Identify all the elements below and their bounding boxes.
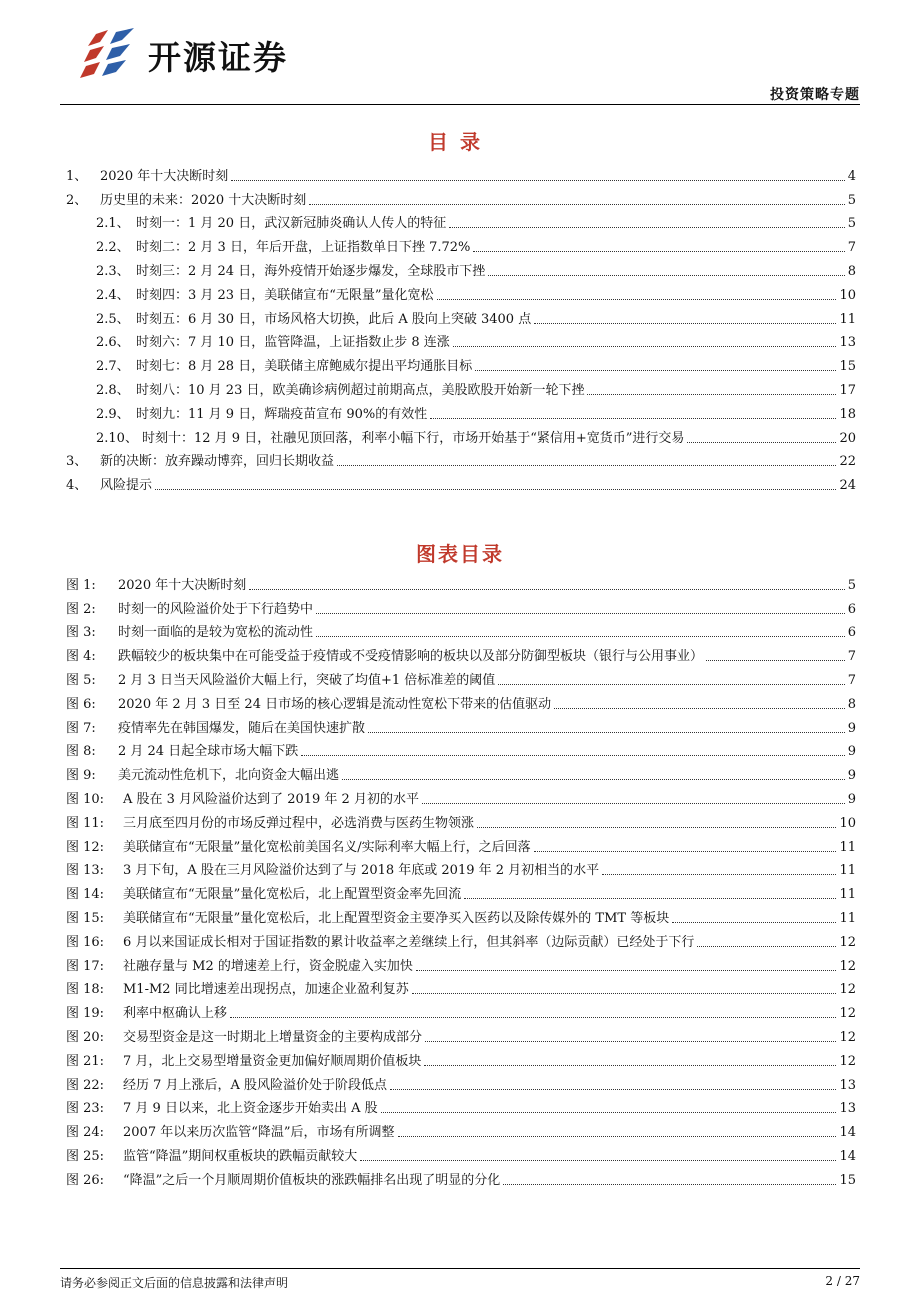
figure-entry-page: 7	[847, 649, 856, 665]
figure-entry-page: 12	[839, 1029, 856, 1045]
dot-leader	[337, 465, 836, 466]
figure-entry-page: 9	[847, 791, 856, 807]
figure-entry[interactable]	[66, 784, 856, 808]
figure-entry-page: 9	[847, 744, 856, 760]
toc-entry[interactable]	[66, 328, 856, 352]
toc-entry-title: 时刻八：10 月 23 日，欧美确诊病例超过前期高点，美股欧股开始新一轮下挫	[136, 382, 585, 398]
toc-entry-num: 2.5、	[96, 311, 130, 327]
figure-entry-num: 图 2:	[66, 601, 96, 617]
dot-leader	[464, 898, 836, 899]
toc-entry[interactable]	[66, 256, 856, 280]
figure-entry-page: 12	[839, 1006, 856, 1022]
figure-entry[interactable]	[66, 1165, 856, 1189]
figure-entry-title: 美联储宣布“无限量”量化宽松前美国名义/实际利率大幅上行，之后回落	[123, 839, 531, 855]
brand-logo-icon	[78, 28, 142, 84]
figure-list	[66, 570, 856, 1189]
toc-entry-page: 15	[839, 359, 856, 375]
dot-leader	[249, 589, 845, 590]
figure-entry-title: 时刻一面临的是较为宽松的流动性	[118, 625, 314, 641]
figure-entry-page: 6	[847, 625, 856, 641]
toc-entry[interactable]	[66, 280, 856, 304]
figure-entry-page: 11	[839, 863, 856, 879]
header-divider	[60, 104, 860, 105]
figure-entry-title: 2020 年十大决断时刻	[118, 577, 247, 593]
figure-entry-page: 12	[839, 934, 856, 950]
toc-entry-title: 时刻六：7 月 10 日，监管降温，上证指数止步 8 连涨	[136, 335, 450, 351]
figure-entry-title: 6 月以来国证成长相对于国证指数的累计收益率之差继续上行，但其斜率（边际贡献）已经处于下行	[123, 934, 695, 950]
toc-entry-num: 3、	[66, 454, 88, 470]
figure-entry-title: M1-M2 同比增速差出现拐点，加速企业盈利复苏	[123, 982, 409, 998]
dot-leader	[422, 803, 845, 804]
figure-entry-page: 14	[839, 1125, 856, 1141]
toc-entry-num: 4、	[66, 478, 88, 494]
figure-entry-title: 美元流动性危机下，北向资金大幅出逃	[118, 768, 340, 784]
dot-leader	[687, 442, 836, 443]
toc-entry-title: 时刻一：1 月 20 日，武汉新冠肺炎确认人传人的特征	[136, 216, 447, 232]
figure-entry[interactable]	[66, 570, 856, 594]
dot-leader	[587, 394, 836, 395]
figure-entry-num: 图 18:	[66, 982, 105, 998]
figure-entry[interactable]	[66, 1094, 856, 1118]
toc-entry-title: 时刻九：11 月 9 日，辉瑞疫苗宣布 90%的有效性	[136, 406, 428, 422]
dot-leader	[342, 779, 845, 780]
dot-leader	[416, 970, 837, 971]
figure-entry[interactable]	[66, 1141, 856, 1165]
toc-entry-page: 13	[839, 335, 856, 351]
toc-entry[interactable]	[66, 423, 856, 447]
figure-entry-page: 10	[839, 815, 856, 831]
footer-divider	[60, 1268, 860, 1269]
dot-leader	[368, 732, 845, 733]
figure-entry-title: 跌幅较少的板块集中在可能受益于疫情或不受疫情影响的板块以及部分防御型板块（银行与公用事业）	[118, 649, 704, 665]
dot-leader	[706, 660, 845, 661]
figure-entry-num: 图 21:	[66, 1053, 105, 1069]
toc-entry[interactable]	[66, 399, 856, 423]
toc-entry[interactable]	[66, 185, 856, 209]
toc-entry-page: 5	[847, 192, 856, 208]
toc-entry-num: 2.2、	[96, 240, 130, 256]
dot-leader	[155, 489, 836, 490]
dot-leader	[390, 1089, 836, 1090]
figure-entry-page: 11	[839, 887, 856, 903]
toc-entry-page: 4	[847, 168, 856, 184]
figure-entry-title: 时刻一的风险溢价处于下行趋势中	[118, 601, 314, 617]
figure-entry[interactable]	[66, 1046, 856, 1070]
figure-entry[interactable]	[66, 927, 856, 951]
dot-leader	[316, 613, 845, 614]
dot-leader	[316, 636, 845, 637]
toc-title: 目录	[428, 130, 492, 154]
figure-entry[interactable]	[66, 665, 856, 689]
toc-entry-title: 时刻七：8 月 28 日，美联储主席鲍威尔提出平均通胀目标	[136, 359, 473, 375]
dot-leader	[554, 708, 845, 709]
toc-entry-page: 24	[839, 478, 856, 494]
figure-entry-num: 图 25:	[66, 1148, 105, 1164]
figure-entry-title: 美联储宣布“无限量”量化宽松后，北上配置型资金主要净买入医药以及除传媒外的 TMT 等板块	[123, 910, 670, 926]
figure-entry-page: 13	[839, 1077, 856, 1093]
figure-entry-num: 图 10:	[66, 791, 105, 807]
toc-entry-page: 5	[847, 216, 856, 232]
figure-entry-title: 7 月 9 日以来，北上资金逐步开始卖出 A 股	[123, 1101, 378, 1117]
figure-entry-num: 图 26:	[66, 1172, 105, 1188]
dot-leader	[475, 370, 836, 371]
figure-entry-num: 图 16:	[66, 934, 105, 950]
toc-entry-page: 20	[839, 430, 856, 446]
toc-entry-page: 11	[839, 311, 856, 327]
dot-leader	[488, 275, 845, 276]
dot-leader	[503, 1184, 836, 1185]
toc-entry-page: 8	[847, 263, 856, 279]
toc-entry-title: 时刻四：3 月 23 日，美联储宣布“无限量”量化宽松	[136, 287, 434, 303]
figure-entry[interactable]	[66, 1117, 856, 1141]
figure-entry-page: 15	[839, 1172, 856, 1188]
figure-entry[interactable]	[66, 713, 856, 737]
figure-entry[interactable]	[66, 689, 856, 713]
figure-entry-title: 疫情率先在韩国爆发，随后在美国快速扩散	[118, 720, 366, 736]
figure-entry[interactable]	[66, 879, 856, 903]
brand-name: 开源证券	[148, 38, 288, 77]
dot-leader	[602, 874, 836, 875]
toc-entry-page: 22	[839, 454, 856, 470]
dot-leader	[534, 323, 836, 324]
toc-entry-title: 新的决断：放弃躁动博弈，回归长期收益	[100, 454, 335, 470]
toc-entry-page: 17	[839, 382, 856, 398]
toc-entry-num: 2.7、	[96, 359, 130, 375]
toc-entry-page: 7	[847, 240, 856, 256]
toc-entry[interactable]	[66, 375, 856, 399]
figure-entry-num: 图 22:	[66, 1077, 105, 1093]
figure-entry[interactable]	[66, 856, 856, 880]
toc-entry-num: 2.3、	[96, 263, 130, 279]
dot-leader	[231, 180, 845, 181]
figure-entry[interactable]	[66, 594, 856, 618]
toc-entry-title: 时刻五：6 月 30 日，市场风格大切换，此后 A 股向上突破 3400 点	[136, 311, 532, 327]
figure-entry-title: 2007 年以来历次监管“降温”后，市场有所调整	[123, 1125, 395, 1141]
figure-entry[interactable]	[66, 1022, 856, 1046]
dot-leader	[477, 827, 836, 828]
figure-entry[interactable]	[66, 998, 856, 1022]
toc-entry-num: 2.1、	[96, 216, 130, 232]
dot-leader	[672, 922, 836, 923]
figure-entry[interactable]	[66, 975, 856, 999]
figure-entry-title: 经历 7 月上涨后，A 股风险溢价处于阶段低点	[123, 1077, 388, 1093]
toc-entry-num: 2.10、	[96, 430, 138, 446]
page-header	[0, 0, 920, 106]
brand-logo	[78, 28, 368, 84]
figure-entry-page: 12	[839, 982, 856, 998]
figure-entry-page: 13	[839, 1101, 856, 1117]
dot-leader	[449, 227, 845, 228]
figure-entry-num: 图 17:	[66, 958, 105, 974]
figure-entry-page: 6	[847, 601, 856, 617]
toc-entry-title: 时刻十：12 月 9 日，社融见顶回落，利率小幅下行，市场开始基于“紧信用+宽货币”进行交易	[142, 430, 685, 446]
figure-entry-num: 图 5:	[66, 672, 96, 688]
figure-entry-num: 图 24:	[66, 1125, 105, 1141]
figure-entry-num: 图 19:	[66, 1006, 105, 1022]
toc-entry-title: 时刻二：2 月 3 日，年后开盘，上证指数单日下挫 7.72%	[136, 240, 471, 256]
figure-entry-page: 11	[839, 910, 856, 926]
figure-entry-title: A 股在 3 月风险溢价达到了 2019 年 2 月初的水平	[123, 791, 419, 807]
toc-list	[66, 161, 856, 494]
toc-entry[interactable]	[66, 232, 856, 256]
dot-leader	[534, 851, 837, 852]
figure-entry-title: 2 月 3 日当天风险溢价大幅上行，突破了均值+1 倍标准差的阈值	[118, 672, 496, 688]
figure-entry[interactable]	[66, 760, 856, 784]
toc-entry-num: 2.9、	[96, 406, 130, 422]
figure-entry[interactable]	[66, 1070, 856, 1094]
figure-entry[interactable]	[66, 951, 856, 975]
figure-entry-page: 12	[839, 1053, 856, 1069]
toc-entry-num: 1、	[66, 168, 88, 184]
figure-entry-num: 图 3:	[66, 625, 96, 641]
figure-entry-num: 图 23:	[66, 1101, 105, 1117]
figure-entry-num: 图 1:	[66, 577, 96, 593]
figure-entry-title: 三月底至四月份的市场反弹过程中，必选消费与医药生物领涨	[123, 815, 475, 831]
toc-entry[interactable]	[66, 447, 856, 471]
figure-entry-num: 图 20:	[66, 1029, 105, 1045]
toc-entry[interactable]	[66, 351, 856, 375]
figure-entry-num: 图 9:	[66, 768, 96, 784]
figure-entry-title: 社融存量与 M2 的增速差上行，资金脱虚入实加快	[123, 958, 413, 974]
figure-entry-title: 利率中枢确认上移	[123, 1006, 228, 1022]
figure-entry-title: 美联储宣布“无限量”量化宽松后，北上配置型资金率先回流	[123, 887, 462, 903]
toc-entry[interactable]	[66, 304, 856, 328]
figure-entry-title: 2 月 24 日起全球市场大幅下跌	[118, 744, 299, 760]
dot-leader	[453, 346, 837, 347]
figure-entry-num: 图 6:	[66, 696, 96, 712]
footer-disclaimer: 请务必参阅正文后面的信息披露和法律声明	[60, 1276, 289, 1290]
dot-leader	[473, 251, 844, 252]
figure-entry-page: 7	[847, 672, 856, 688]
figure-entry[interactable]	[66, 618, 856, 642]
dot-leader	[230, 1017, 836, 1018]
figure-entry-num: 图 11:	[66, 815, 105, 831]
figure-entry-num: 图 12:	[66, 839, 105, 855]
figure-entry-title: 3 月下旬，A 股在三月风险溢价达到了与 2018 年底或 2019 年 2 月初相当的水平	[123, 863, 600, 879]
dot-leader	[697, 946, 836, 947]
dot-leader	[412, 993, 837, 994]
dot-leader	[425, 1041, 836, 1042]
figure-entry-page: 12	[839, 958, 856, 974]
toc-entry-num: 2.8、	[96, 382, 130, 398]
figure-entry-num: 图 8:	[66, 744, 96, 760]
figure-entry-num: 图 14:	[66, 887, 105, 903]
figure-entry-title: 交易型资金是这一时期北上增量资金的主要构成部分	[123, 1029, 423, 1045]
dot-leader	[398, 1136, 837, 1137]
figure-list-title: 图表目录	[416, 542, 504, 566]
figure-entry-page: 9	[847, 768, 856, 784]
figure-entry[interactable]	[66, 832, 856, 856]
dot-leader	[498, 684, 844, 685]
figure-entry-title: 2020 年 2 月 3 日至 24 日市场的核心逻辑是流动性宽松下带来的估值驱动	[118, 696, 552, 712]
figure-entry-title: 7 月，北上交易型增量资金更加偏好顺周期价值板块	[123, 1053, 422, 1069]
toc-entry[interactable]	[66, 209, 856, 233]
toc-entry[interactable]	[66, 470, 856, 494]
toc-entry-num: 2、	[66, 192, 88, 208]
dot-leader	[301, 755, 845, 756]
figure-entry-page: 14	[839, 1148, 856, 1164]
figure-entry-num: 图 4:	[66, 649, 96, 665]
dot-leader	[430, 418, 836, 419]
figure-entry-page: 5	[847, 577, 856, 593]
figure-entry-title: “降温”之后一个月顺周期价值板块的涨跌幅排名出现了明显的分化	[123, 1172, 501, 1188]
toc-entry-page: 10	[839, 287, 856, 303]
dot-leader	[309, 204, 845, 205]
toc-entry-title: 时刻三：2 月 24 日，海外疫情开始逐步爆发，全球股市下挫	[136, 263, 486, 279]
toc-entry-num: 2.6、	[96, 335, 130, 351]
dot-leader	[381, 1112, 837, 1113]
page-indicator: 2 / 27	[825, 1274, 860, 1288]
figure-entry-num: 图 15:	[66, 910, 105, 926]
figure-entry-title: 监管“降温”期间权重板块的跌幅贡献较大	[123, 1148, 358, 1164]
figure-entry[interactable]	[66, 641, 856, 665]
toc-entry-num: 2.4、	[96, 287, 130, 303]
figure-entry-page: 8	[847, 696, 856, 712]
toc-entry-title: 2020 年十大决断时刻	[100, 168, 229, 184]
figure-entry-num: 图 13:	[66, 863, 105, 879]
dot-leader	[360, 1160, 836, 1161]
figure-entry-page: 9	[847, 720, 856, 736]
figure-entry[interactable]	[66, 903, 856, 927]
figure-entry-page: 11	[839, 839, 856, 855]
toc-entry-title: 风险提示	[100, 478, 153, 494]
dot-leader	[424, 1065, 836, 1066]
figure-entry-num: 图 7:	[66, 720, 96, 736]
dot-leader	[437, 299, 837, 300]
toc-entry-page: 18	[839, 406, 856, 422]
figure-entry[interactable]	[66, 737, 856, 761]
figure-entry[interactable]	[66, 808, 856, 832]
report-type-label: 投资策略专题	[770, 87, 860, 103]
toc-entry-title: 历史里的未来：2020 十大决断时刻	[100, 192, 307, 208]
toc-entry[interactable]	[66, 161, 856, 185]
